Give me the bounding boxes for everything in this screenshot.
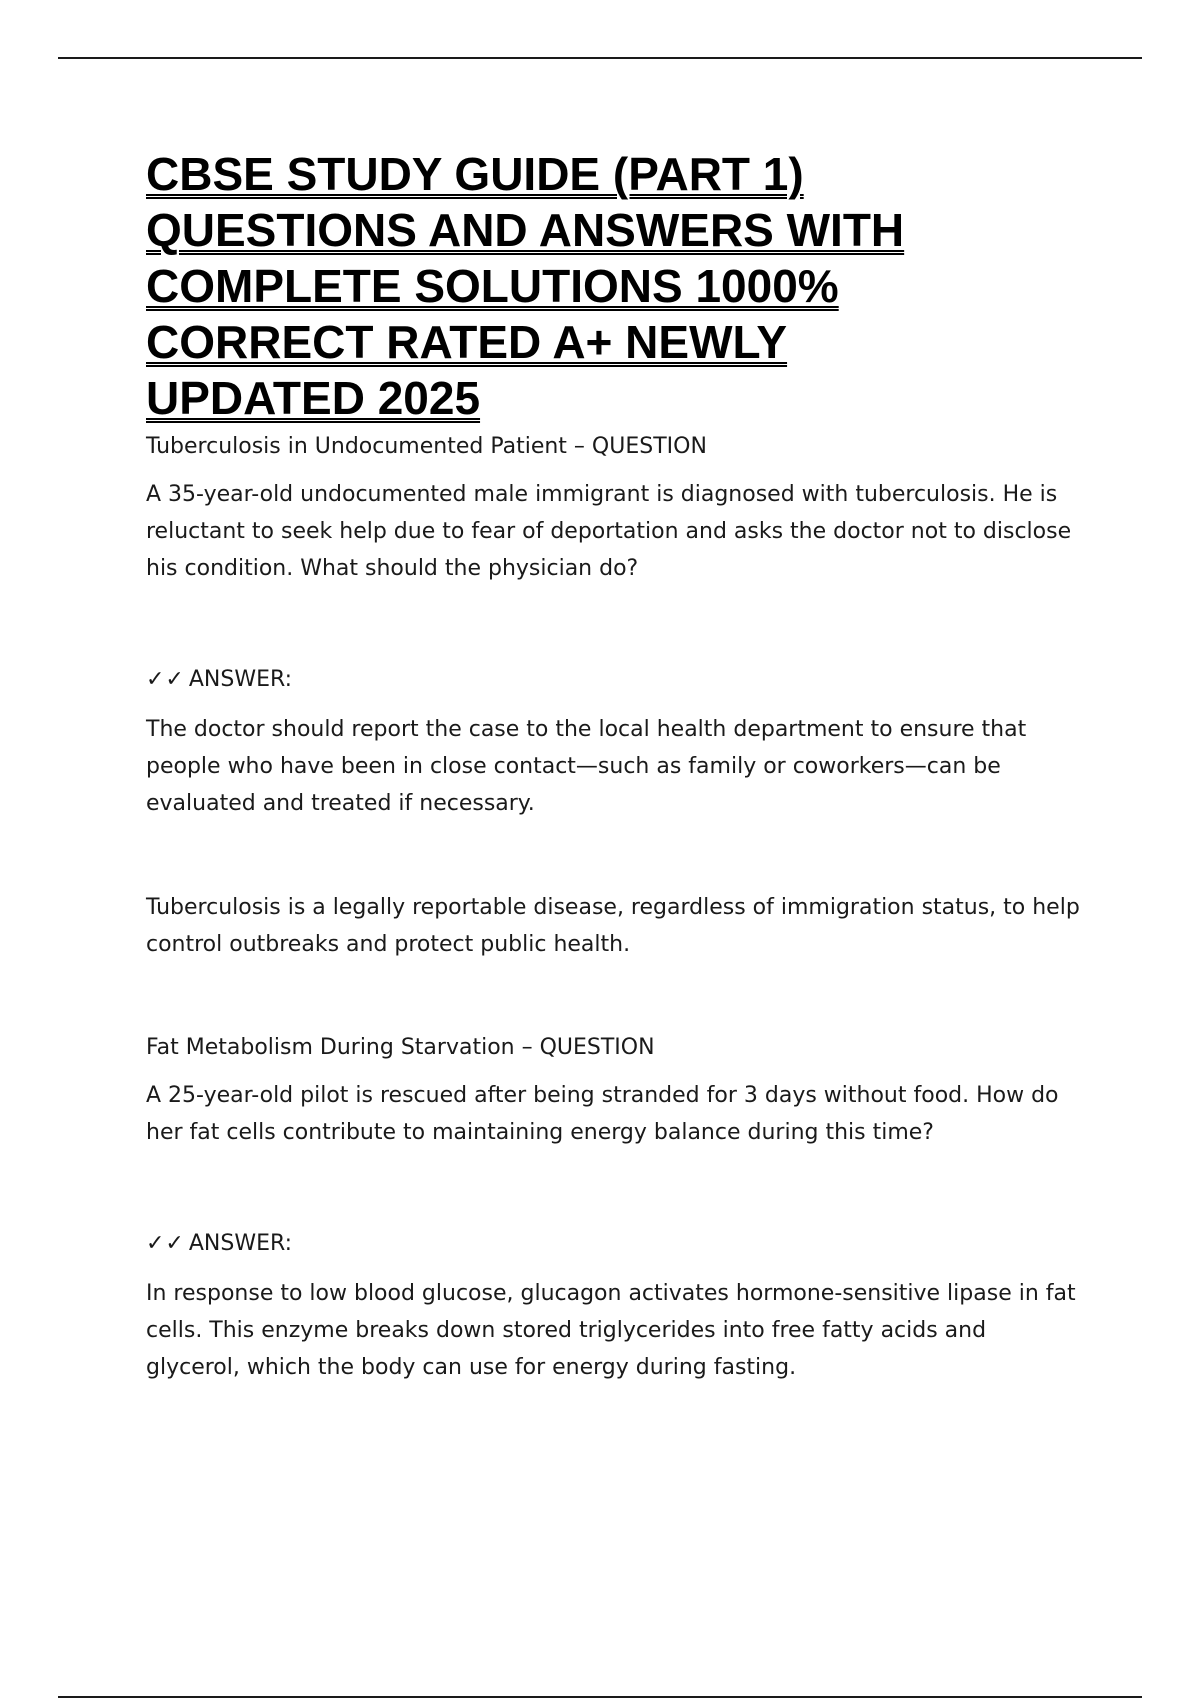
answer-paragraph: In response to low blood glucose, glucagon activates hormone-sensitive lipase in fat cells. This enzyme breaks down stored triglycerides into free fatty acids and glycerol, which the body can use for energy during fasting.	[146, 1281, 1076, 1380]
answer-label: ANSWER:	[188, 667, 293, 692]
answer-label: ANSWER:	[188, 1231, 293, 1256]
title-line: COMPLETE SOLUTIONS 1000%	[146, 260, 839, 312]
question-heading: Tuberculosis in Undocumented Patient – QUESTION	[146, 434, 707, 459]
title-line: CORRECT RATED A+ NEWLY	[146, 316, 788, 368]
double-check-icon: ✓✓	[146, 1231, 185, 1256]
document-body	[146, 146, 1086, 1386]
title-line: CBSE STUDY GUIDE (PART 1)	[146, 148, 804, 200]
title-line: UPDATED 2025	[146, 372, 481, 424]
top-divider	[58, 57, 1142, 59]
question-text: A 25-year-old pilot is rescued after being stranded for 3 days without food. How do her fat cells contribute to maintaining energy balance during this time?	[146, 1083, 1059, 1145]
answer-paragraph: The doctor should report the case to the local health department to ensure that people who have been in close contact—such as family or coworkers—can be evaluated and treated if necessary.	[146, 717, 1027, 816]
title-line: QUESTIONS AND ANSWERS WITH	[146, 204, 905, 256]
answer-label-row	[146, 1229, 1086, 1259]
answer-paragraph: Tuberculosis is a legally reportable disease, regardless of immigration status, to help control outbreaks and protect public health.	[146, 895, 1080, 957]
question-heading: Fat Metabolism During Starvation – QUESTION	[146, 1035, 655, 1060]
answer-label-row	[146, 665, 1086, 695]
bottom-divider	[58, 1696, 1142, 1698]
double-check-icon: ✓✓	[146, 667, 185, 692]
question-text: A 35-year-old undocumented male immigrant is diagnosed with tuberculosis. He is reluctant to seek help due to fear of deportation and asks the doctor not to disclose his condition. What should the physician do?	[146, 482, 1072, 581]
document-title	[146, 146, 1086, 426]
